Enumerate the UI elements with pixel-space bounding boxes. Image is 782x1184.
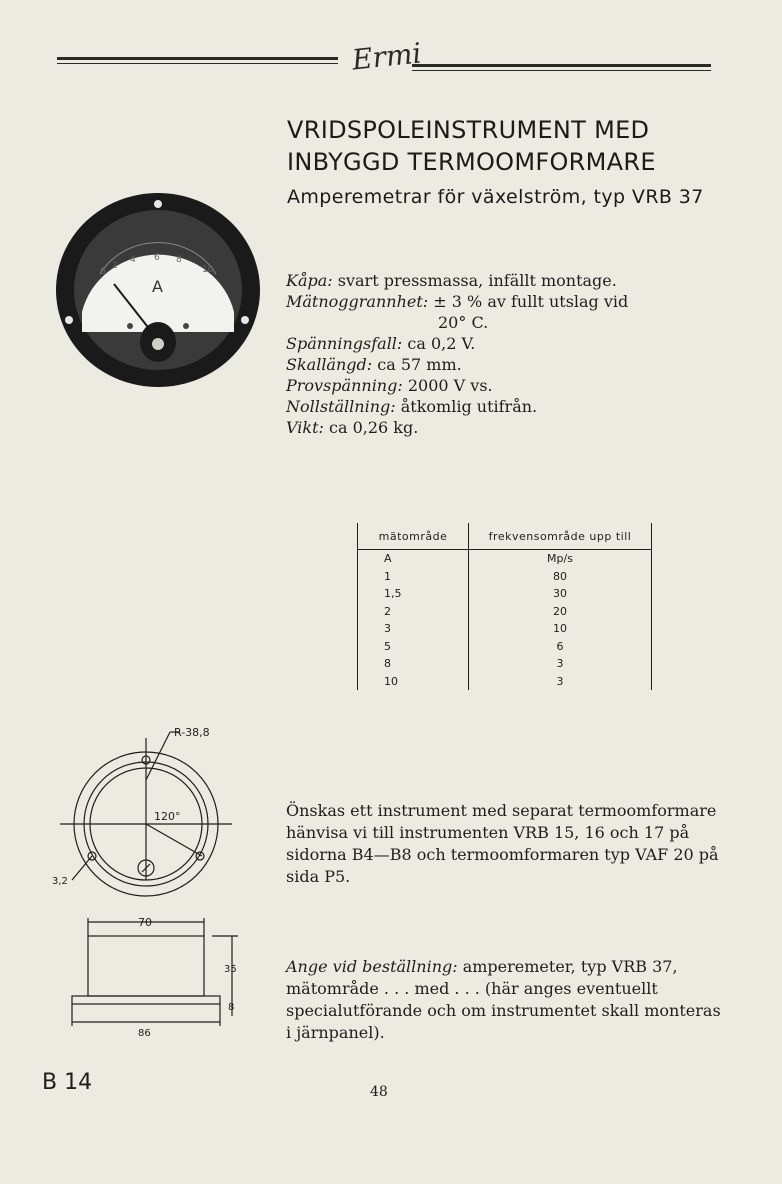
cell-frequency: 3 xyxy=(469,673,652,691)
radius-label: R-38,8 xyxy=(174,726,210,739)
dial-tick-6: 6 xyxy=(154,253,160,263)
title-line-2: INBYGGD TERMOOMFORMARE xyxy=(287,148,656,176)
flange-label: 8 xyxy=(228,1002,235,1013)
spec-voltage-drop xyxy=(286,333,726,354)
table-row xyxy=(358,568,652,586)
brand-logo: Ermi xyxy=(350,36,423,77)
cell-frequency: 10 xyxy=(469,620,652,638)
bezel-screw-left xyxy=(65,316,73,324)
cell-range: 2 xyxy=(358,603,469,621)
spec-weight xyxy=(286,417,726,438)
spec-value: svart pressmassa, infällt montage. xyxy=(337,271,617,290)
bezel-screw-top xyxy=(154,200,162,208)
spec-value: ± 3 % av fullt utslag vid xyxy=(433,292,629,311)
header-rule-left xyxy=(57,57,338,64)
table-row xyxy=(358,620,652,638)
page-subtitle: Amperemetrar för växelström, typ VRB 37 xyxy=(287,186,704,208)
cell-frequency: 3 xyxy=(469,655,652,673)
spec-test-voltage xyxy=(286,375,726,396)
dial-dot-left xyxy=(127,323,133,329)
side-view-drawing xyxy=(62,906,252,1046)
bezel-screw-right xyxy=(241,316,249,324)
cell-range: 8 xyxy=(358,655,469,673)
dial-tick-4: 4 xyxy=(130,255,136,265)
spec-value: 2000 V vs. xyxy=(407,376,493,395)
instrument-photo xyxy=(54,192,262,392)
spec-value: ca 0,2 V. xyxy=(407,334,476,353)
spec-value: ca 57 mm. xyxy=(377,355,462,374)
table-row xyxy=(358,550,652,568)
dial-unit: A xyxy=(152,277,163,296)
dial-tick-8: 8 xyxy=(176,255,182,265)
spec-list xyxy=(286,270,726,438)
base-label: 86 xyxy=(138,1028,151,1039)
angle-label: 120° xyxy=(154,810,181,823)
spec-scale-length xyxy=(286,354,726,375)
spec-label: Nollställning: xyxy=(286,397,396,416)
page-title xyxy=(287,114,757,178)
cell-range: 3 xyxy=(358,620,469,638)
cell-frequency: 30 xyxy=(469,585,652,603)
title-line-1: VRIDSPOLEINSTRUMENT MED xyxy=(287,116,650,144)
flange-side xyxy=(72,996,220,1004)
cell-range: 5 xyxy=(358,638,469,656)
cell-range-unit: A xyxy=(358,550,469,568)
page-number: 48 xyxy=(370,1084,388,1100)
cell-range: 10 xyxy=(358,673,469,691)
order-label: Ange vid beställning: xyxy=(286,957,458,976)
spec-label: Provspänning: xyxy=(286,376,403,395)
dial-dot-right xyxy=(183,323,189,329)
spec-accuracy xyxy=(286,291,726,312)
section-page-label: B 14 xyxy=(42,1070,93,1095)
spec-label: Mätnoggrannhet: xyxy=(286,292,429,311)
dial-tick-0: 0 xyxy=(100,267,106,277)
spec-value: åtkomlig utifrån. xyxy=(400,397,538,416)
order-text: amperemeter, typ VRB 37, mätområde . . . med . . . (här anges eventuellt specialutförande och om instrumentet skall monteras i järnpanel). xyxy=(286,957,721,1042)
cell-frequency-unit: Mp/s xyxy=(469,550,652,568)
instrument-body-side xyxy=(88,936,204,996)
cell-frequency: 6 xyxy=(469,638,652,656)
spec-casing xyxy=(286,270,726,291)
front-view-drawing xyxy=(52,720,252,900)
order-note xyxy=(286,956,726,1044)
reference-note: Önskas ett instrument med separat termoomformare hänvisa vi till instrumenten VRB 15, 16 och 17 på sidorna B4—B8 och termoomformaren typ VAF 20 på sida P5. xyxy=(286,801,719,886)
spec-value: 20° C. xyxy=(438,313,489,332)
spec-zero-adjust xyxy=(286,396,726,417)
spec-value: ca 0,26 kg. xyxy=(329,418,419,437)
dial-tick-2: 2 xyxy=(112,261,118,271)
spec-label: Vikt: xyxy=(286,418,324,437)
cell-frequency: 80 xyxy=(469,568,652,586)
header-rule-right xyxy=(412,64,711,71)
table-header-row xyxy=(358,523,652,550)
dial-tick-10: 10 xyxy=(202,265,214,275)
cell-frequency: 20 xyxy=(469,603,652,621)
range-table xyxy=(357,523,652,690)
spec-label: Spänningsfall: xyxy=(286,334,403,353)
cell-range: 1 xyxy=(358,568,469,586)
width-label: 70 xyxy=(138,916,152,929)
angle-line xyxy=(146,824,202,856)
table-row xyxy=(358,603,652,621)
spec-accuracy-cont xyxy=(286,312,726,333)
radius-leader xyxy=(146,732,170,780)
hole-label: 3,2 xyxy=(52,876,68,887)
table-row xyxy=(358,585,652,603)
col-header-frequency: frekvensområde upp till xyxy=(469,523,652,550)
spec-label: Skallängd: xyxy=(286,355,373,374)
table-row xyxy=(358,655,652,673)
depth-label: 35 xyxy=(224,964,237,975)
col-header-range: mätområde xyxy=(358,523,469,550)
table-row xyxy=(358,673,652,691)
table-row xyxy=(358,638,652,656)
spec-label: Kåpa: xyxy=(286,271,333,290)
cell-range: 1,5 xyxy=(358,585,469,603)
